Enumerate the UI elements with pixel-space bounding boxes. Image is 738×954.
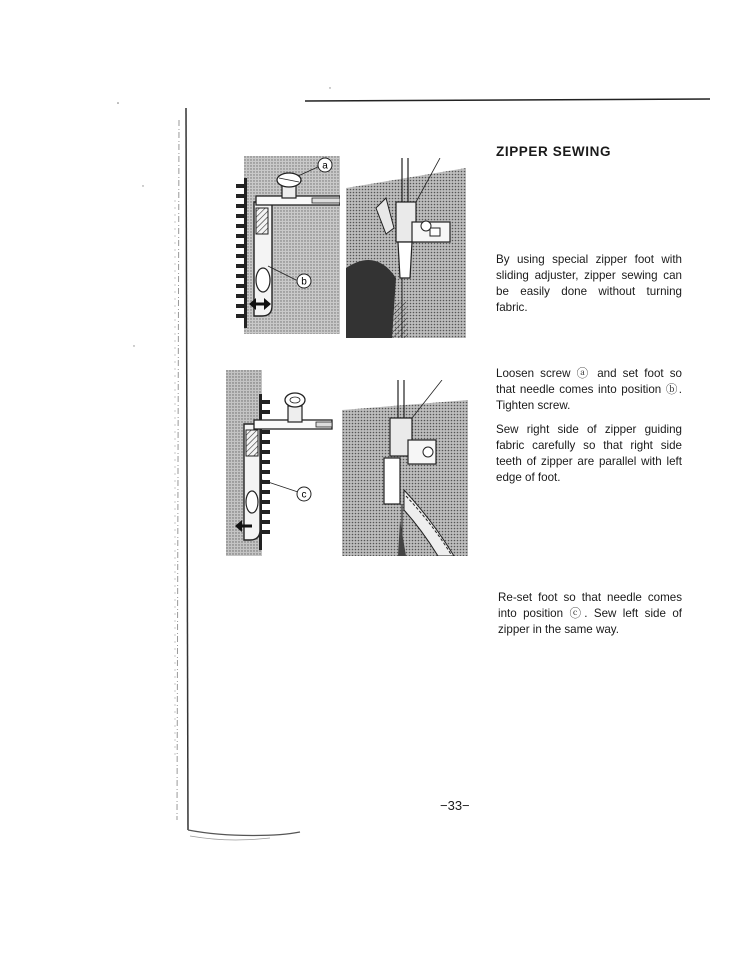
label-b: b bbox=[301, 276, 307, 288]
section-title: ZIPPER SEWING bbox=[496, 144, 612, 159]
sew-right-side-paragraph: Sew right side of zipper guiding fabric carefully so that right side teeth of zipper are parallel with left edge of foot. bbox=[496, 423, 682, 484]
needle-sewing-right-diagram bbox=[346, 158, 466, 338]
label-c: c bbox=[301, 489, 307, 501]
zipper-foot-diagram-b bbox=[232, 156, 340, 334]
intro-paragraph: By using special zipper foot with sliding adjuster, zipper sewing can be easily done without turning fabric. bbox=[496, 253, 682, 314]
loosen-screw-paragraph: Loosen screw ⓐ and set foot so that needle comes into position ⓑ. Tighten screw. bbox=[496, 367, 682, 412]
reset-foot-paragraph: Re-set foot so that needle comes into position ⓒ. Sew left side of zipper in the same way. bbox=[498, 591, 682, 636]
zipper-foot-diagram-c bbox=[226, 370, 340, 556]
label-a: a bbox=[322, 160, 328, 172]
needle-sewing-left-diagram bbox=[342, 380, 468, 556]
page-number: −33− bbox=[440, 798, 470, 813]
